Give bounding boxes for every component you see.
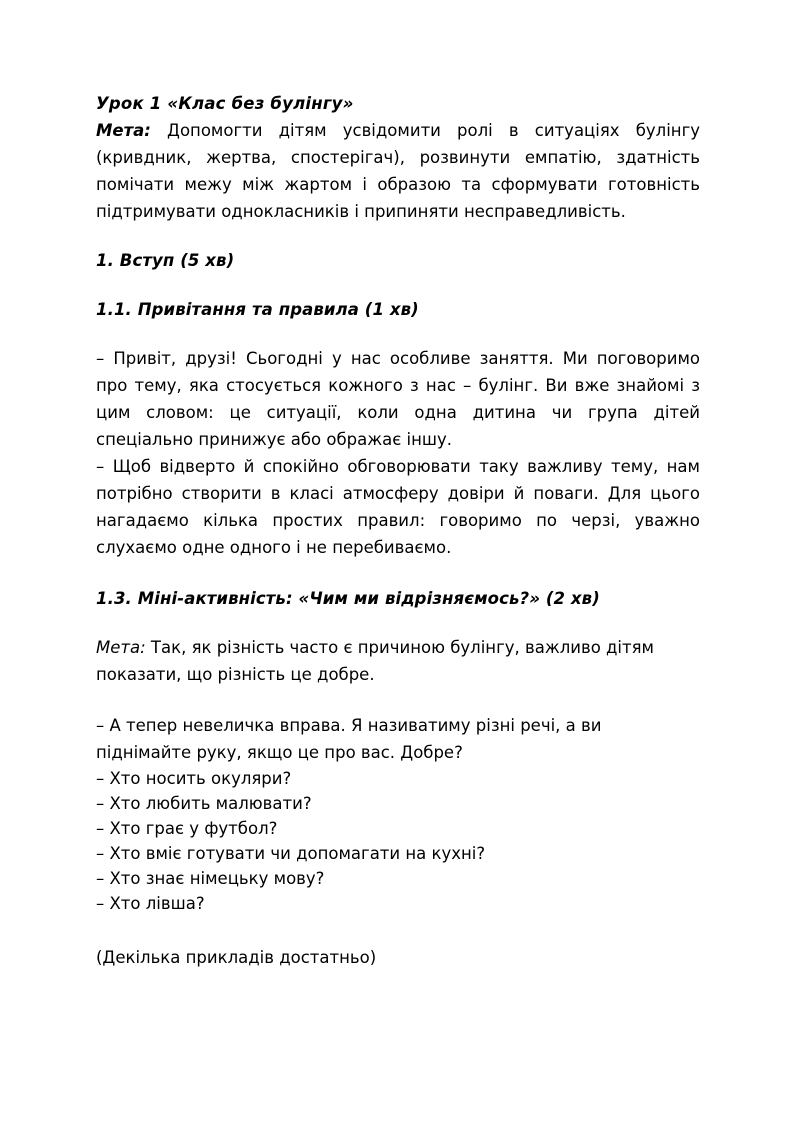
list-item: – Хто грає у футбол? [96, 819, 278, 838]
activity-goal-text: Так, як різність часто є причиною булінгу, важливо дітям показати, що різність це добре. [96, 638, 655, 684]
document-content [96, 90, 700, 971]
list-item: – Хто лівша? [96, 894, 205, 913]
lesson-goal-label: Мета: [96, 121, 151, 140]
list-item: – Хто любить малювати? [96, 794, 312, 813]
list-item: – Хто вміє готувати чи допомагати на кухні? [96, 844, 486, 863]
section-heading-1-1: 1.1. Привітання та правила (1 хв) [96, 300, 419, 319]
activity-goal-paragraph [96, 634, 700, 688]
closing-note: (Декілька прикладів достатньо) [96, 948, 377, 967]
question-list [96, 766, 700, 916]
list-item: – Хто знає німецьку мову? [96, 869, 325, 888]
activity-goal-label: Мета: [96, 638, 146, 657]
list-item: – Хто носить окуляри? [96, 769, 292, 788]
page-title: Урок 1 «Клас без булінгу» [96, 94, 354, 113]
section-heading-1: 1. Вступ (5 хв) [96, 251, 235, 270]
paragraph-greeting: – Привіт, друзі! Сьогодні у нас особливе заняття. Ми поговоримо про тему, яка стосується кожного з нас – булінг. Ви вже знайомі з цим словом: це ситуації, коли одна дитина чи група дітей спеціально принижує або ображає іншу. [96, 349, 700, 449]
lesson-goal-text: Допомогти дітям усвідомити ролі в ситуаціях булінгу (кривдник, жертва, спостерігач), розвинути емпатію, здатність помічати межу між жартом і образою та сформувати готовність підтримувати однокласників і припиняти несправедливість. [96, 121, 700, 221]
lesson-goal-paragraph [96, 117, 700, 225]
paragraph-activity-intro: – А тепер невеличка вправа. Я називатиму різні речі, а ви піднімайте руку, якщо це про вас. Добре? [96, 716, 602, 762]
section-heading-1-3: 1.3. Міні-активність: «Чим ми відрізняємось?» (2 хв) [96, 589, 600, 608]
paragraph-rules: – Щоб відверто й спокійно обговорювати таку важливу тему, нам потрібно створити в класі атмосферу довіри й поваги. Для цього нагадаємо кілька простих правил: говоримо по черзі, уважно слухаємо одне одного і не перебиваємо. [96, 457, 700, 557]
